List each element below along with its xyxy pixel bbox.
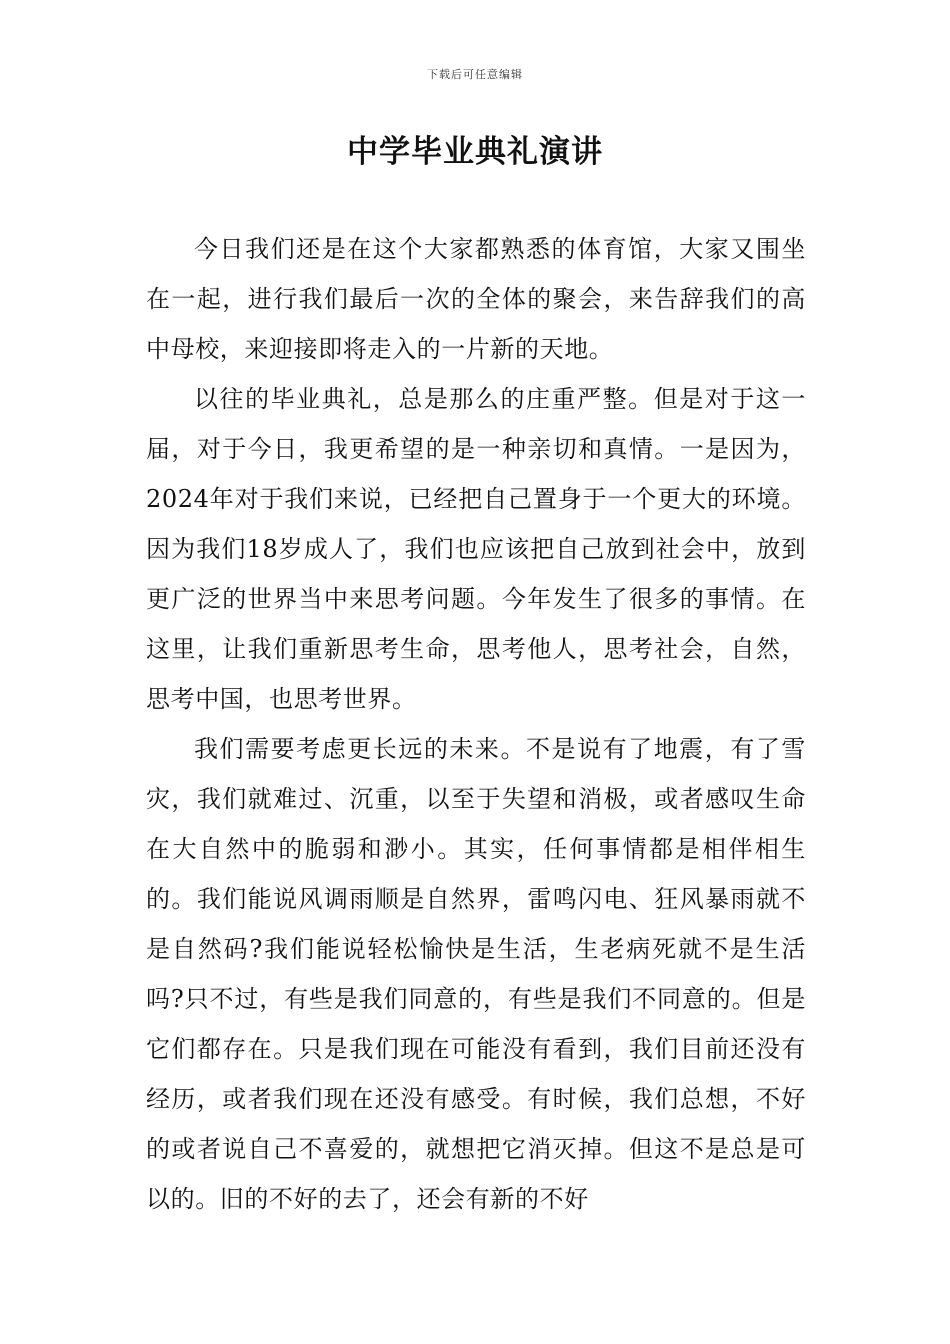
document-title: 中学毕业典礼演讲 bbox=[347, 134, 603, 170]
header-note: 下载后可任意编辑 bbox=[427, 68, 523, 81]
paragraph-1: 今日我们还是在这个大家都熟悉的体育馆，大家又围坐在一起，进行我们最后一次的全体的聚会，来告辞我们的高中母校，来迎接即将走入的一片新的天地。 bbox=[146, 235, 806, 363]
paragraph-3: 我们需要考虑更长远的未来。不是说有了地震，有了雪灾，我们就难过、沉重，以至于失望和消极，或者感叹生命在大自然中的脆弱和渺小。其实，任何事情都是相伴相生的。我们能说风调雨顺是自然界，雷鸣闪电、狂风暴雨就不是自然码?我们能说轻松愉快是生活，生老病死就不是生活吗?只不过，有些是我们同意的，有些是我们不同意的。但是它们都存在。只是我们现在可能没有看到，我们目前还没有经历，或者我们现在还没有感受。有时候，我们总想，不好的或者说自己不喜爱的，就想把它消灭掉。但这不是总是可以的。旧的不好的去了，还会有新的不好 bbox=[146, 735, 806, 1213]
paragraph-2: 以往的毕业典礼，总是那么的庄重严整。但是对于这一届，对于今日，我更希望的是一种亲切和真情。一是因为，2024年对于我们来说，已经把自己置身于一个更大的环境。因为我们18岁成人了，我们也应该把自己放到社会中，放到更广泛的世界当中来思考问题。今年发生了很多的事情。在这里，让我们重新思考生命，思考他人，思考社会，自然，思考中国，也思考世界。 bbox=[146, 385, 806, 713]
document-body bbox=[146, 224, 806, 1224]
